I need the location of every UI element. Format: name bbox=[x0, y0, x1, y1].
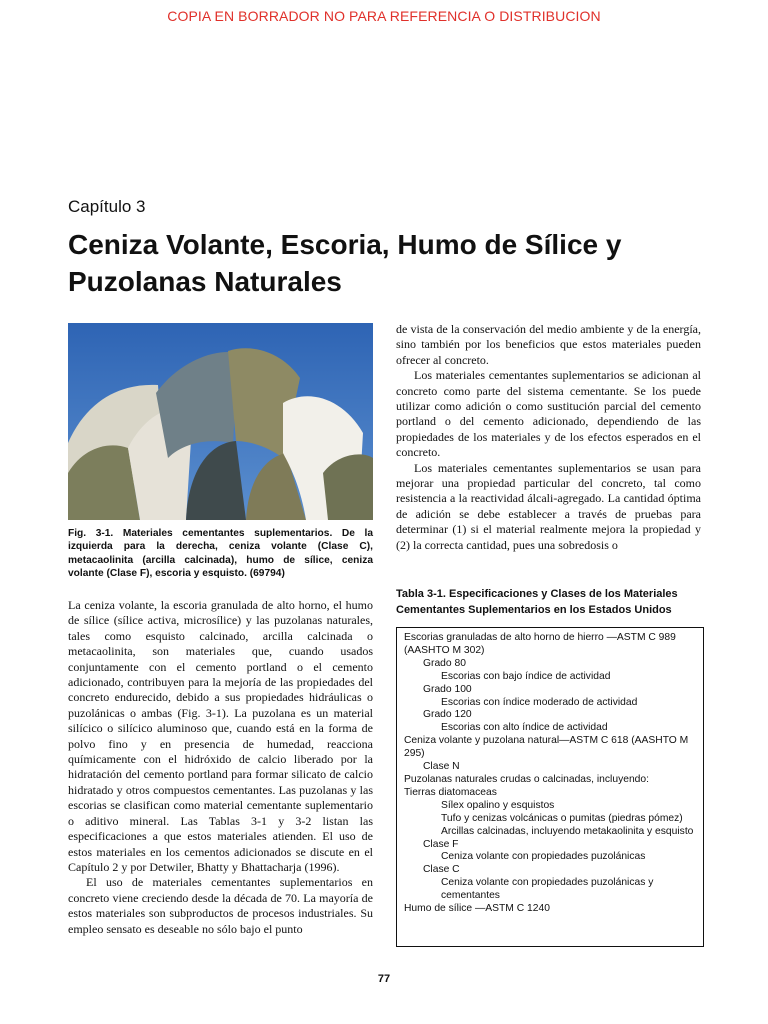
spec-line: Humo de sílice —ASTM C 1240 bbox=[404, 903, 550, 915]
body-paragraph: Los materiales cementantes suplementarios se usan para mejorar una propiedad particular del concreto, tal como resistencia a la reactividad álcali-agregado. La cantidad óptima de adición se debe establecer a través de pruebas para determinar (1) si el material realmente mejora la propiedad y (2) la correcta cantidad, pues una sobredosis o bbox=[396, 460, 701, 552]
spec-line: Escorias con índice moderado de actividad bbox=[441, 696, 638, 708]
spec-line: Clase F bbox=[423, 838, 459, 850]
spec-line: Arcillas calcinadas, incluyendo metakaolinita y esquisto bbox=[441, 825, 694, 837]
spec-line: Grado 120 bbox=[423, 709, 472, 721]
body-paragraph: La ceniza volante, la escoria granulada de alto horno, el humo de sílice (sílice activa, microsílice) y las puzolanas naturales, tales como esquisto calcinado, arcilla calcinada o metacaolinita, son materiales que, cuando usados conjuntamente con el cemento portland o el cemento adicionado, contribuyen para la mejoría de las propiedades del concreto endurecido, debido a sus propiedades hidráulicas o puzolánicas o ambas (Fig. 3-1). La puzolana es un material silícico o silícico aluminoso que, cuando está en la forma de polvo fino y en presencia de humedad, reacciona químicamente con el hidróxido de calcio liberado por la hidratación del cemento portland para formar silicato de calcio hidratado y otros compuestos cementantes. Las puzolanas y las escorias se clasifican como material cementante suplementario o aditivo mineral. Las Tablas 3-1 y 3-2 listan las especificaciones a que estos materiales atienden. El uso de estos materiales en los cementos adicionados se discute en el Capítulo 2 y por Detwiler, Bhatty y Bhattacharja (1996). bbox=[68, 598, 373, 874]
spec-line: Grado 80 bbox=[423, 657, 466, 669]
spec-line: Grado 100 bbox=[423, 683, 472, 695]
cement-materials-photo bbox=[68, 323, 373, 520]
chapter-label: Capítulo 3 bbox=[68, 197, 146, 216]
spec-line: Clase C bbox=[423, 864, 460, 876]
spec-line: Ceniza volante con propiedades puzolánicas y cementantes bbox=[441, 877, 654, 902]
body-paragraph: de vista de la conservación del medio ambiente y de la energía, sino también por los beneficios que estos materiales pueden ofrecer al concreto. bbox=[396, 322, 701, 367]
page-number: 77 bbox=[377, 973, 391, 985]
spec-line: Escorias con alto índice de actividad bbox=[441, 722, 608, 734]
spec-line: Escorias con bajo índice de actividad bbox=[441, 670, 611, 682]
spec-line: Tierras diatomaceas bbox=[404, 786, 497, 798]
spec-line: Tufo y cenizas volcánicas o pumitas (piedras pómez) bbox=[441, 812, 683, 824]
figure-caption: Fig. 3-1. Materiales cementantes suplementarios. De la izquierda para la derecha, ceniza volante (Clase C), metacaolinita (arcilla calcinada), humo de sílice, ceniza volante (Clase F), escoria y esquisto. (69794) bbox=[68, 528, 373, 580]
draft-watermark: COPIA EN BORRADOR NO PARA REFERENCIA O DISTRIBUCION bbox=[167, 8, 601, 24]
right-column bbox=[396, 322, 701, 553]
table-title: Tabla 3-1. Especificaciones y Clases de los Materiales Cementantes Suplementarios en los Estados Unidos bbox=[396, 588, 678, 616]
spec-line: Puzolanas naturales crudas o calcinadas, incluyendo: bbox=[404, 773, 649, 785]
spec-line: Escorias granuladas de alto horno de hierro —ASTM C 989 (AASHTO M 302) bbox=[404, 632, 676, 656]
figure-photo bbox=[68, 323, 373, 520]
spec-line: Ceniza volante y puzolana natural—ASTM C 618 (AASHTO M 295) bbox=[404, 735, 689, 760]
left-column bbox=[68, 598, 373, 937]
spec-line: Sílex opalino y esquistos bbox=[441, 799, 555, 811]
body-paragraph: El uso de materiales cementantes suplementarios en concreto viene creciendo desde la década de 70. La mayoría de estos materiales son subproductos de procesos industriales. Su empleo sensato es deseable no sólo bajo el punto bbox=[68, 875, 373, 936]
spec-line: Clase N bbox=[423, 761, 460, 773]
body-paragraph: Los materiales cementantes suplementarios se adicionan al concreto como parte del sistema cementante. Se los puede utilizar como adición o como sustitución parcial del cemento portland o del cemento adicionado, dependiendo de las propiedades de los materiales y de los efectos esperados en el concreto. bbox=[396, 368, 701, 460]
spec-line: Ceniza volante con propiedades puzolánicas bbox=[441, 851, 646, 863]
spec-table bbox=[396, 627, 704, 947]
chapter-title: Ceniza Volante, Escoria, Humo de Sílice y Puzolanas Naturales bbox=[68, 229, 622, 297]
